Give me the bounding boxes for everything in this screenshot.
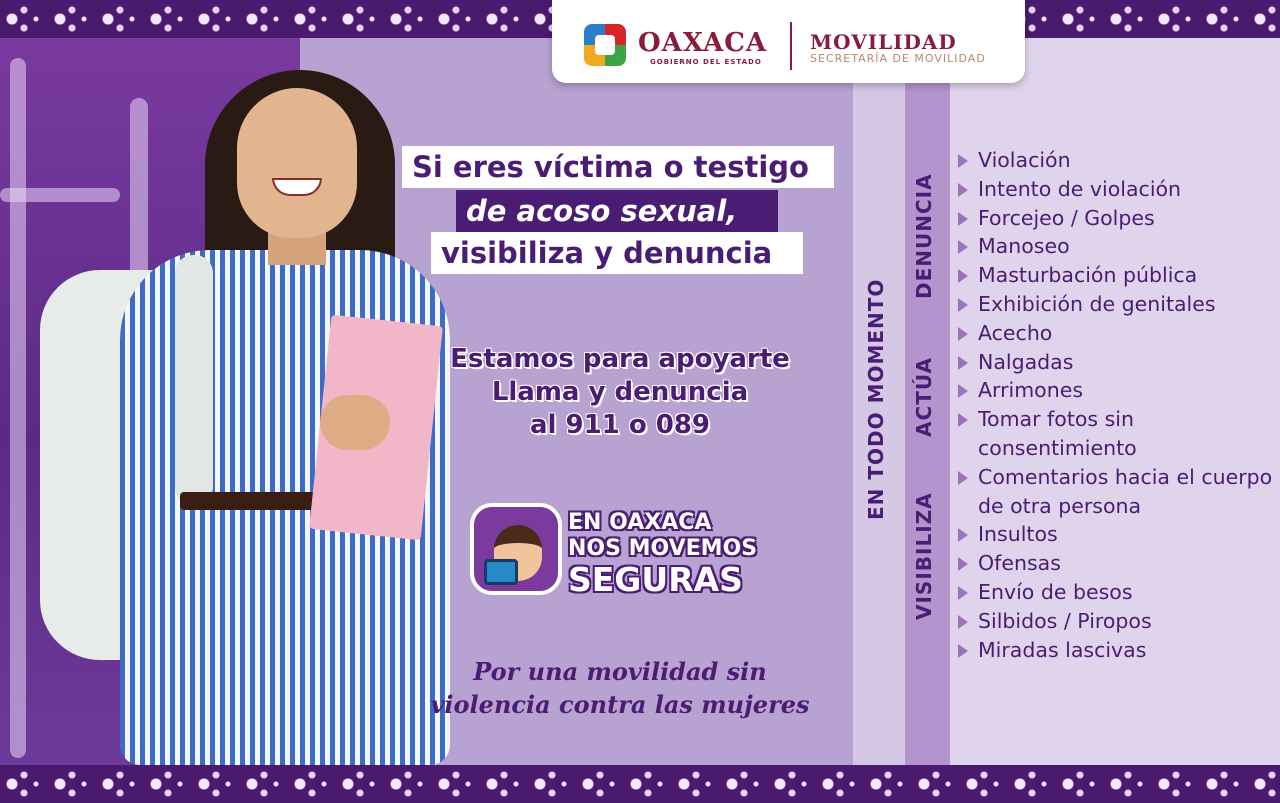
list-item: Forcejeo / Golpes	[958, 204, 1278, 233]
headline-line-1: Si eres víctima o testigo	[402, 146, 834, 188]
bus-icon	[484, 559, 518, 585]
bullet-icon	[958, 154, 968, 168]
list-item: Masturbación pública	[958, 261, 1278, 290]
slogan-line-2: violencia contra las mujeres	[430, 690, 810, 719]
support-message	[420, 343, 820, 442]
harassment-types-list	[958, 146, 1278, 664]
list-item: Silbidos / Piropos	[958, 607, 1278, 636]
support-line-1: Estamos para apoyarte	[450, 344, 790, 374]
bullet-icon	[958, 298, 968, 312]
logo-divider	[790, 22, 792, 70]
list-item: Violación	[958, 146, 1278, 175]
list-item: Insultos	[958, 520, 1278, 549]
bus-rail	[0, 188, 120, 202]
face	[237, 88, 357, 238]
list-item: Tomar fotos sin consentimiento	[958, 405, 1278, 463]
hand	[320, 395, 390, 450]
bullet-icon	[958, 413, 968, 427]
campaign-line-3: SEGURAS	[568, 560, 743, 599]
bullet-icon	[958, 644, 968, 658]
oaxaca-emblem-icon	[584, 24, 626, 66]
decorative-border-bottom	[0, 765, 1280, 803]
list-item: Arrimones	[958, 376, 1278, 405]
slogan	[420, 655, 820, 721]
header-logo-card	[552, 0, 1025, 83]
backpack-strap	[175, 255, 213, 505]
gov-name: OAXACA	[638, 28, 768, 58]
campaign-line-2: NOS MOVEMOS	[568, 536, 758, 561]
list-item: Nalgadas	[958, 348, 1278, 377]
bullet-icon	[958, 240, 968, 254]
bullet-icon	[958, 269, 968, 283]
list-item: Miradas lascivas	[958, 636, 1278, 665]
campaign-line-1: EN OAXACA	[568, 510, 712, 535]
list-item: Acecho	[958, 319, 1278, 348]
bullet-icon	[958, 557, 968, 571]
list-item: Manoseo	[958, 232, 1278, 261]
bullet-icon	[958, 615, 968, 629]
vertical-en-todo-momento: EN TODO MOMENTO	[864, 278, 888, 520]
bus-pole	[10, 58, 26, 758]
bullet-icon	[958, 384, 968, 398]
belt	[180, 492, 330, 510]
bullet-icon	[958, 212, 968, 226]
list-item: Intento de violación	[958, 175, 1278, 204]
support-line-2: Llama y denuncia	[491, 377, 749, 407]
list-item: Exhibición de genitales	[958, 290, 1278, 319]
dept-name: MOVILIDAD	[810, 30, 957, 54]
bullet-icon	[958, 327, 968, 341]
campaign-logo-text	[568, 510, 757, 598]
dept-subtitle: SECRETARÍA DE MOVILIDAD	[810, 52, 986, 65]
bullet-icon	[958, 356, 968, 370]
emblem-center	[595, 35, 615, 55]
bullet-icon	[958, 183, 968, 197]
headline-line-3: visibiliza y denuncia	[431, 232, 803, 274]
list-item: Comentarios hacia el cuerpo de otra persona	[958, 463, 1278, 521]
list-item: Ofensas	[958, 549, 1278, 578]
vertical-visibiliza: VISIBILIZA	[912, 492, 936, 620]
gov-subtitle: GOBIERNO DEL ESTADO	[650, 58, 762, 66]
bullet-icon	[958, 586, 968, 600]
vertical-actua: ACTÚA	[912, 357, 936, 437]
vertical-denuncia: DENUNCIA	[912, 173, 936, 299]
headline-line-2: de acoso sexual,	[456, 190, 778, 232]
list-item: Envío de besos	[958, 578, 1278, 607]
bullet-icon	[958, 471, 968, 485]
slogan-line-1: Por una movilidad sin	[473, 657, 767, 686]
campaign-app-icon	[470, 503, 562, 595]
bullet-icon	[958, 528, 968, 542]
support-line-3: al 911 o 089	[529, 410, 711, 440]
